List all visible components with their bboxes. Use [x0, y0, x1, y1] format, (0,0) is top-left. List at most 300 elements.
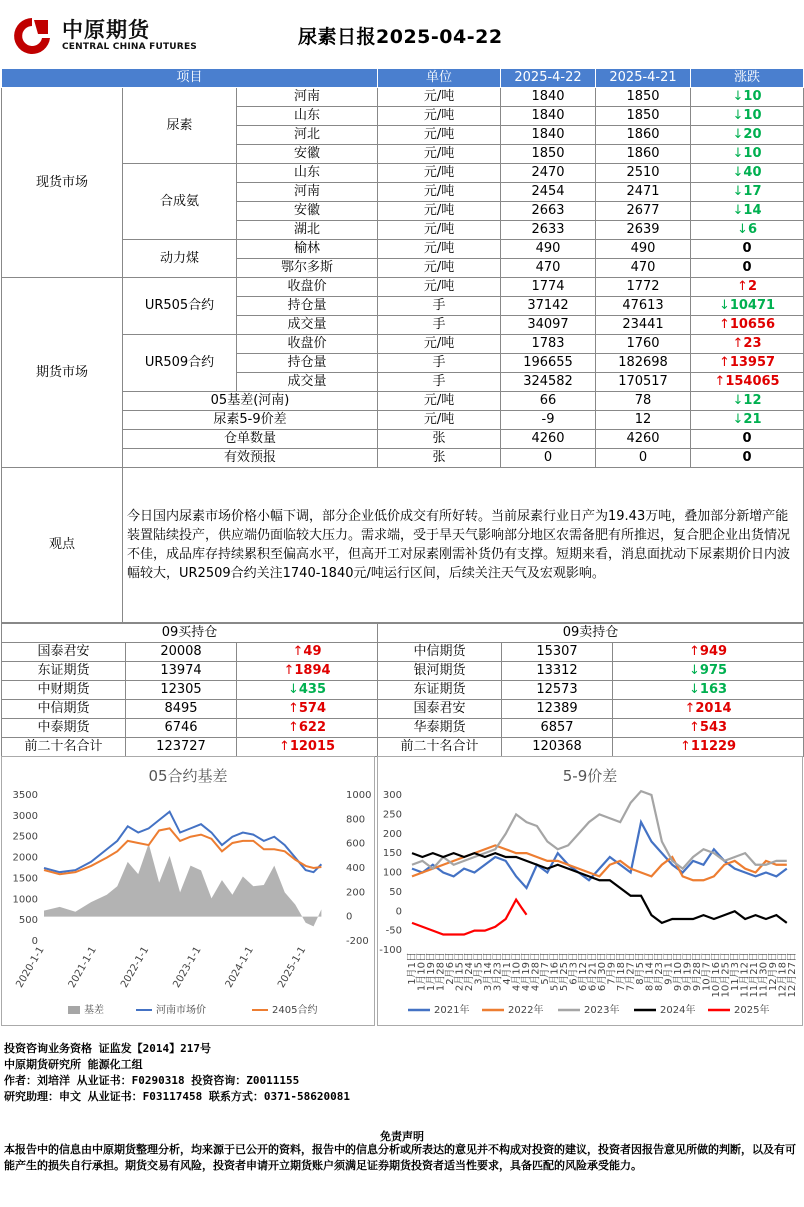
change-cell	[237, 681, 378, 700]
section-label-futures: 期货市场	[2, 278, 123, 468]
y-tick-label: 100	[382, 867, 402, 879]
location-cell: 安徽	[237, 145, 378, 164]
y-left-tick-label: 2500	[12, 831, 38, 843]
change-value: 543	[699, 720, 728, 735]
x-tick-label: 5月25日	[559, 952, 570, 992]
arrow-down-icon: ↓	[287, 682, 299, 697]
legend-label: 河南市场价	[156, 1005, 206, 1016]
arrow-up-icon: ↑	[714, 374, 726, 389]
arrow-up-icon: ↑	[679, 739, 691, 754]
arrow-up-icon: ↑	[718, 317, 730, 332]
value-today: 1774	[501, 278, 596, 297]
x-tick-label: 9月10日	[673, 952, 684, 992]
broker-name: 东证期货	[378, 681, 502, 700]
y-right-tick-label: 800	[346, 814, 366, 826]
broker-name: 中信期货	[2, 700, 126, 719]
unit-cell: 元/吨	[378, 259, 501, 278]
x-tick-label: 11月12日	[739, 952, 751, 998]
positions-row	[2, 719, 804, 738]
x-tick-label: 10月25日	[720, 952, 732, 998]
value-prev: 1860	[596, 145, 691, 164]
institute-line: 中原期货研究所 能源化工组	[4, 1058, 143, 1071]
value-prev: 0	[596, 449, 691, 468]
x-tick-label: 4月28日	[530, 952, 542, 992]
table-row	[2, 449, 804, 468]
y-tick-label: 250	[382, 809, 402, 821]
change-value: 10	[743, 89, 762, 104]
change-value: 11229	[690, 739, 737, 754]
change-cell	[237, 719, 378, 738]
change-cell	[691, 278, 804, 297]
positions-table	[1, 623, 804, 757]
value-prev: 2639	[596, 221, 691, 240]
arrow-up-icon: ↑	[718, 355, 730, 370]
change-cell	[691, 221, 804, 240]
broker-name: 银河期货	[378, 662, 502, 681]
change-cell	[237, 738, 378, 757]
y-right-tick-label: -200	[346, 936, 369, 947]
location-cell: 河南	[237, 88, 378, 107]
table-row	[2, 392, 804, 411]
x-tick-label: 2025-1-1	[276, 945, 309, 990]
legend-label: 2024年	[660, 1005, 696, 1016]
arrow-up-icon: ↑	[684, 701, 696, 716]
position-value: 6746	[126, 719, 237, 738]
y-tick-label: 0	[395, 906, 402, 918]
change-cell	[691, 202, 804, 221]
change-value: 14	[743, 203, 762, 218]
report-title: 尿素日报2025-04-22	[298, 26, 503, 48]
unit-cell: 元/吨	[378, 107, 501, 126]
value-prev: 1850	[596, 88, 691, 107]
change-cell	[691, 259, 804, 278]
x-tick-label: 3月5日	[473, 952, 485, 985]
table-row	[2, 164, 804, 183]
broker-name: 中信期货	[378, 643, 502, 662]
group-label: 动力煤	[123, 240, 237, 278]
change-cell	[691, 126, 804, 145]
y-right-tick-label: 1000	[346, 790, 372, 801]
broker-name: 华泰期货	[378, 719, 502, 738]
positions-header-row	[2, 624, 804, 643]
position-value: 20008	[126, 643, 237, 662]
position-value: 15307	[502, 643, 613, 662]
series-line	[412, 791, 787, 869]
series-line	[412, 845, 787, 880]
positions-row	[2, 681, 804, 700]
value-prev: 2471	[596, 183, 691, 202]
change-value: 10656	[729, 317, 776, 332]
series-line	[44, 828, 321, 874]
y-left-tick-label: 3500	[12, 790, 38, 801]
arrow-down-icon: ↓	[737, 222, 748, 237]
x-tick-label: 10月16日	[711, 952, 722, 998]
header-change: 涨跌	[691, 69, 804, 88]
value-today: 1850	[501, 145, 596, 164]
unit-cell: 张	[378, 449, 501, 468]
view-text: 今日国内尿素市场价格小幅下调，部分企业低价成交有所好转。当前尿素行业日产为19.43万吨，叠加部分新增产能装置陆续投产，供应端仍面临较大压力。需求端，受于旱天气影响部分地区农需备肥有所推迟，复合肥企业出货情况不佳，成品库存持续累积至偏高水平，但高开工对尿素刚需补货仍有支撑。短期来看，消息面扰动下尿素期价日内波幅较大，UR2509合约关注1740-1840元/吨运行区间，后续关注天气及宏观影响。	[123, 468, 804, 623]
x-tick-label: 8月23日	[654, 952, 665, 992]
unit-cell: 手	[378, 354, 501, 373]
change-cell	[613, 738, 804, 757]
y-left-tick-label: 2000	[12, 852, 38, 864]
y-left-tick-label: 3000	[12, 810, 38, 822]
location-cell: 安徽	[237, 202, 378, 221]
table-row	[2, 430, 804, 449]
unit-cell: 元/吨	[378, 392, 501, 411]
value-prev: 170517	[596, 373, 691, 392]
value-today: 37142	[501, 297, 596, 316]
change-cell	[237, 700, 378, 719]
value-today: 0	[501, 449, 596, 468]
change-value: 40	[743, 165, 762, 180]
item-cell: 仓单数量	[123, 430, 378, 449]
change-value: 6	[747, 222, 757, 237]
arrow-up-icon: ↑	[732, 336, 744, 351]
value-prev: 490	[596, 240, 691, 259]
arrow-up-icon: ↑	[278, 739, 290, 754]
change-value: 12	[743, 393, 762, 408]
broker-name: 中财期货	[2, 681, 126, 700]
table-row	[2, 278, 804, 297]
change-value: 0	[742, 431, 752, 446]
arrow-up-icon: ↑	[283, 663, 295, 678]
x-tick-label: 8月14日	[644, 952, 656, 992]
broker-name: 前二十名合计	[2, 738, 126, 757]
value-prev: 23441	[596, 316, 691, 335]
position-value: 8495	[126, 700, 237, 719]
y-right-tick-label: 200	[346, 887, 366, 899]
value-prev: 47613	[596, 297, 691, 316]
value-prev: 1860	[596, 126, 691, 145]
change-cell	[691, 107, 804, 126]
x-tick-label: 1月28日	[435, 952, 447, 992]
legend-label: 2025年	[734, 1005, 770, 1016]
value-prev: 2510	[596, 164, 691, 183]
change-cell	[613, 643, 804, 662]
change-cell	[691, 354, 804, 373]
x-tick-label: 6月21日	[587, 952, 599, 992]
x-tick-label: 2021-1-1	[66, 945, 99, 990]
change-value: 163	[699, 682, 728, 697]
change-value: 949	[699, 644, 728, 659]
y-right-tick-label: 0	[346, 911, 353, 923]
y-right-tick-label: 600	[346, 838, 366, 850]
table-header-row	[2, 69, 804, 88]
item-cell: 收盘价	[237, 278, 378, 297]
y-right-tick-label: 400	[346, 863, 366, 874]
position-value: 12389	[502, 700, 613, 719]
value-today: 324582	[501, 373, 596, 392]
buy-positions-title: 09买持仓	[2, 624, 378, 643]
arrow-down-icon: ↓	[732, 184, 744, 199]
change-cell	[237, 662, 378, 681]
change-value: 0	[742, 450, 752, 465]
legend-label: 基差	[84, 1005, 104, 1016]
location-cell: 河北	[237, 126, 378, 145]
position-value: 120368	[502, 738, 613, 757]
change-value: 23	[743, 336, 762, 351]
section-label-spot: 现货市场	[2, 88, 123, 278]
group-label: 合成氨	[123, 164, 237, 240]
value-today: 1840	[501, 126, 596, 145]
x-tick-label: 6月12日	[578, 952, 589, 992]
value-today: 66	[501, 392, 596, 411]
contract-label: UR509合约	[123, 335, 237, 392]
value-today: 1840	[501, 88, 596, 107]
x-tick-label: 4月1日	[502, 952, 513, 985]
disclaimer-text: 本报告中的信息由中原期货整理分析，均来源于已公开的资料，报告中的信息分析或所表达的意见并不构成对投资的建议，投资者因报告意见所做的判断，以及有可能产生的损失自行承担。期货交易有风险，投资者申请开立期货账户须满足证券期货投资者适当性要求，具备匹配的风险承受能力。	[4, 1143, 796, 1172]
series-area-basis	[44, 844, 321, 927]
chart-title: 05合约基差	[148, 767, 228, 785]
x-tick-label: 9月19日	[682, 952, 694, 992]
item-cell: 尿素5-9价差	[123, 411, 378, 430]
change-value: 0	[742, 260, 752, 275]
arrow-up-icon: ↑	[292, 644, 304, 659]
value-prev: 1772	[596, 278, 691, 297]
unit-cell: 元/吨	[378, 88, 501, 107]
change-value: 49	[303, 644, 322, 659]
view-label: 观点	[2, 468, 123, 623]
x-tick-label: 11月30日	[758, 952, 770, 998]
change-value: 1894	[294, 663, 331, 678]
item-cell: 有效预报	[123, 449, 378, 468]
positions-row	[2, 643, 804, 662]
header-unit: 单位	[378, 69, 501, 88]
y-left-tick-label: 0	[31, 936, 38, 947]
x-tick-label: 5月7日	[540, 952, 551, 985]
y-tick-label: 50	[389, 886, 402, 898]
change-value: 2	[747, 279, 757, 294]
unit-cell: 元/吨	[378, 278, 501, 297]
qualification-line: 投资咨询业务资格 证监发【2014】217号	[4, 1042, 211, 1055]
arrow-down-icon: ↓	[732, 127, 744, 142]
unit-cell: 元/吨	[378, 164, 501, 183]
arrow-up-icon: ↑	[689, 720, 700, 735]
y-left-tick-label: 500	[18, 915, 38, 927]
value-prev: 1850	[596, 107, 691, 126]
unit-cell: 元/吨	[378, 126, 501, 145]
basis-chart-svg	[2, 757, 374, 1025]
change-cell	[691, 297, 804, 316]
change-value: 10471	[729, 298, 776, 313]
assistant-line: 研究助理：申文 从业证书：F03117458 联系方式：0371-58620081	[4, 1090, 350, 1103]
item-cell: 持仓量	[237, 354, 378, 373]
change-value: 10	[743, 108, 762, 123]
change-cell	[613, 719, 804, 738]
x-tick-label: 2023-1-1	[171, 945, 204, 990]
x-tick-label: 7月9日	[606, 952, 618, 985]
x-tick-label: 11月21日	[749, 952, 760, 998]
value-today: 34097	[501, 316, 596, 335]
x-tick-label: 11月3日	[730, 952, 741, 992]
arrow-down-icon: ↓	[689, 663, 700, 678]
value-prev: 78	[596, 392, 691, 411]
x-tick-label: 2月15日	[454, 952, 466, 992]
location-cell: 榆林	[237, 240, 378, 259]
arrow-down-icon: ↓	[732, 203, 744, 218]
arrow-up-icon: ↑	[287, 720, 299, 735]
value-prev: 4260	[596, 430, 691, 449]
arrow-down-icon: ↓	[689, 682, 700, 697]
position-value: 12573	[502, 681, 613, 700]
change-value: 13957	[729, 355, 776, 370]
change-cell	[691, 430, 804, 449]
change-cell	[691, 164, 804, 183]
item-cell: 收盘价	[237, 335, 378, 354]
change-cell	[613, 681, 804, 700]
table-row	[2, 240, 804, 259]
x-tick-label: 6月3日	[568, 952, 580, 985]
value-prev: 470	[596, 259, 691, 278]
company-logo-icon	[12, 16, 52, 56]
unit-cell: 手	[378, 316, 501, 335]
positions-row	[2, 700, 804, 719]
x-tick-label: 12月9日	[768, 952, 779, 992]
arrow-up-icon: ↑	[689, 644, 700, 659]
position-value: 6857	[502, 719, 613, 738]
position-value: 13974	[126, 662, 237, 681]
change-cell	[691, 335, 804, 354]
unit-cell: 元/吨	[378, 202, 501, 221]
logo-english-name: CENTRAL CHINA FUTURES	[62, 42, 197, 52]
x-tick-label: 3月14日	[483, 952, 494, 992]
x-tick-label: 1月19日	[426, 952, 437, 992]
change-cell	[691, 145, 804, 164]
broker-name: 国泰君安	[2, 643, 126, 662]
x-tick-label: 3月23日	[492, 952, 504, 992]
series-line	[412, 900, 527, 935]
x-tick-label: 2022-1-1	[119, 945, 152, 990]
change-cell	[691, 240, 804, 259]
table-row	[2, 88, 804, 107]
arrow-down-icon: ↓	[718, 298, 730, 313]
value-today: 470	[501, 259, 596, 278]
header-date-1: 2025-4-22	[501, 69, 596, 88]
change-cell	[613, 662, 804, 681]
value-today: -9	[501, 411, 596, 430]
x-tick-label: 1月10日	[416, 952, 428, 992]
x-tick-label: 5月16日	[549, 952, 561, 992]
group-label: 尿素	[123, 88, 237, 164]
broker-name: 中泰期货	[2, 719, 126, 738]
change-value: 0	[742, 241, 752, 256]
change-cell	[691, 373, 804, 392]
value-prev: 12	[596, 411, 691, 430]
legend-label: 2021年	[434, 1005, 470, 1016]
change-cell	[691, 88, 804, 107]
unit-cell: 手	[378, 297, 501, 316]
basis-chart	[1, 756, 375, 1026]
arrow-up-icon: ↑	[737, 279, 748, 294]
x-tick-label: 2020-1-1	[14, 945, 47, 990]
change-value: 154065	[725, 374, 780, 389]
unit-cell: 元/吨	[378, 145, 501, 164]
change-value: 12015	[289, 739, 336, 754]
x-tick-label: 8月5日	[635, 952, 646, 985]
change-value: 21	[743, 412, 762, 427]
item-cell: 05基差(河南)	[123, 392, 378, 411]
header-date-2: 2025-4-21	[596, 69, 691, 88]
arrow-down-icon: ↓	[732, 146, 744, 161]
table-row	[2, 411, 804, 430]
unit-cell: 元/吨	[378, 411, 501, 430]
x-tick-label: 2月24日	[464, 952, 475, 992]
contract-label: UR505合约	[123, 278, 237, 335]
location-cell: 山东	[237, 107, 378, 126]
change-cell	[691, 392, 804, 411]
value-prev: 1760	[596, 335, 691, 354]
spread-chart	[377, 756, 803, 1026]
y-tick-label: 300	[382, 790, 402, 801]
value-prev: 2677	[596, 202, 691, 221]
value-today: 2470	[501, 164, 596, 183]
position-value: 12305	[126, 681, 237, 700]
unit-cell: 元/吨	[378, 240, 501, 259]
unit-cell: 元/吨	[378, 183, 501, 202]
header-item: 项目	[2, 69, 378, 88]
market-data-table	[1, 68, 804, 623]
change-cell	[691, 449, 804, 468]
location-cell: 山东	[237, 164, 378, 183]
series-line	[44, 812, 321, 872]
unit-cell: 张	[378, 430, 501, 449]
change-value: 622	[298, 720, 327, 735]
x-tick-label: 12月18日	[777, 952, 789, 998]
value-prev: 182698	[596, 354, 691, 373]
change-value: 10	[743, 146, 762, 161]
position-value: 123727	[126, 738, 237, 757]
value-today: 1840	[501, 107, 596, 126]
legend-label: 2022年	[508, 1005, 544, 1016]
author-line: 作者：刘培洋 从业证书：F0290318 投资咨询：Z0011155	[4, 1074, 300, 1087]
spread-chart-svg	[378, 757, 802, 1025]
x-tick-label: 12月27日	[787, 952, 798, 998]
broker-name: 东证期货	[2, 662, 126, 681]
x-tick-label: 1月1日	[407, 952, 418, 985]
broker-name: 前二十名合计	[378, 738, 502, 757]
x-tick-label: 7月27日	[625, 952, 637, 992]
arrow-down-icon: ↓	[732, 412, 744, 427]
disclaimer-title: 免责声明	[380, 1130, 424, 1143]
x-tick-label: 2月6日	[445, 952, 456, 985]
x-tick-label: 9月28日	[692, 952, 703, 992]
x-tick-label: 4月10日	[511, 952, 523, 992]
unit-cell: 手	[378, 373, 501, 392]
broker-name: 国泰君安	[378, 700, 502, 719]
change-cell	[613, 700, 804, 719]
value-today: 4260	[501, 430, 596, 449]
change-cell	[691, 411, 804, 430]
value-today: 2663	[501, 202, 596, 221]
legend-label: 2405合约	[272, 1005, 318, 1016]
x-tick-label: 10月7日	[701, 952, 713, 992]
value-today: 1783	[501, 335, 596, 354]
x-tick-label: 2024-1-1	[223, 945, 256, 990]
unit-cell: 元/吨	[378, 221, 501, 240]
value-today: 196655	[501, 354, 596, 373]
positions-row	[2, 662, 804, 681]
change-cell	[237, 643, 378, 662]
arrow-down-icon: ↓	[732, 89, 744, 104]
table-row	[2, 335, 804, 354]
y-left-tick-label: 1000	[12, 894, 38, 906]
value-today: 2454	[501, 183, 596, 202]
arrow-down-icon: ↓	[732, 108, 744, 123]
arrow-down-icon: ↓	[732, 165, 744, 180]
arrow-down-icon: ↓	[732, 393, 744, 408]
location-cell: 鄂尔多斯	[237, 259, 378, 278]
